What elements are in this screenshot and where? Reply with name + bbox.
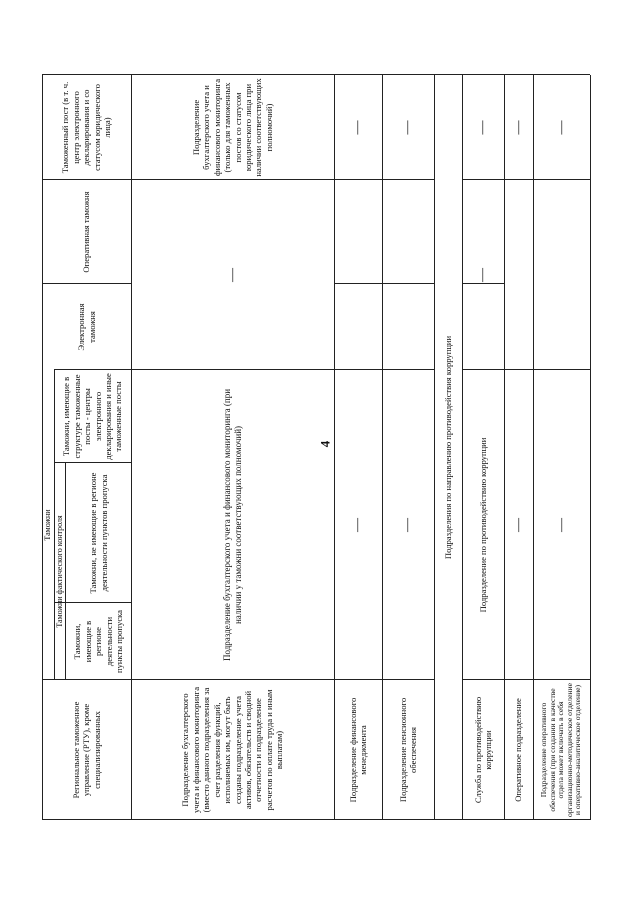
row-accounting-customs: Подразделение бухгалтерского учета и финансового мониторинга (при наличии у таможни соответствующих полномочий) bbox=[221, 388, 243, 662]
row-fin-mgmt-rtu: Подразделение финансового менеджмента bbox=[347, 697, 368, 803]
row-operative-rtu: Оперативное подразделение bbox=[513, 698, 524, 802]
row-pension-post: — bbox=[400, 120, 416, 135]
row-anticorruption-post: — bbox=[475, 120, 491, 135]
row-fin-mgmt-post: — bbox=[350, 120, 366, 135]
structure-table bbox=[42, 75, 590, 820]
header-electronic: Электронная таможня bbox=[76, 303, 97, 351]
row-pension-customs: — bbox=[400, 518, 416, 532]
header-fact-without-pp: Таможни, не имеющие в регионе деятельности пунктов пропуска bbox=[88, 472, 109, 594]
row-op-support-rtu: Подразделение оперативного обеспечения (при создании в качестве отдела может включать в себя организационно-методическое отделение и оперативно-аналитическое отделение) bbox=[539, 683, 583, 817]
row-anticorruption-rtu: Служба по противодействию коррупции bbox=[472, 696, 493, 804]
row-accounting-post: Подразделение бухгалтерского учета и финансового мониторинга (только для таможенных постов со статусом юридического лица при наличии соответствующих полномочий) bbox=[190, 78, 274, 177]
row-op-support-customs: — bbox=[553, 518, 569, 532]
row-anticorruption-electronic-operative: — bbox=[475, 268, 491, 282]
row-op-support-post: — bbox=[553, 120, 569, 135]
row-fin-mgmt-customs: — bbox=[350, 518, 366, 532]
header-fact-with-pp: Таможни, имеющие в регионе деятельности пункты пропуска bbox=[72, 610, 125, 673]
header-operative: Оперативная таможня bbox=[81, 191, 92, 273]
header-post: Таможенный пост (в т. ч. центр электронного декларирования и со статусом юридического лица) bbox=[60, 81, 113, 174]
header-fact-control: Таможни фактического контроля bbox=[54, 463, 66, 680]
row-operative-customs: — bbox=[510, 518, 526, 532]
row-anticorruption-customs: Подразделение по противодействию коррупции bbox=[477, 437, 488, 613]
section-anticorruption: Подразделения по направлению противодействия коррупции bbox=[442, 335, 453, 560]
header-customs: Таможни bbox=[43, 509, 53, 541]
row-pension-rtu: Подразделение пенсионного обеспечения bbox=[397, 697, 418, 803]
row-operative-post: — bbox=[510, 120, 526, 135]
header-with-edc: Таможни, имеющие в структуре таможенные посты - центры электронного декларирования и иные таможенные посты bbox=[61, 373, 124, 460]
row-accounting-electronic-operative: — bbox=[224, 268, 240, 282]
row-accounting-rtu: Подразделение бухгалтерского учета и финансового мониторинга (вместо данного подразделения за счет разделения функций, исполняемых им, могут быть созданы подразделение учета активов, обязательств и сводной отчетности и подразделение расчетов по оплате труда и иным выплатам) bbox=[180, 686, 285, 814]
page-number: 4 bbox=[317, 440, 333, 448]
header-rtu: Региональное таможенное управление (РТУ), кроме специализированных bbox=[70, 701, 102, 799]
